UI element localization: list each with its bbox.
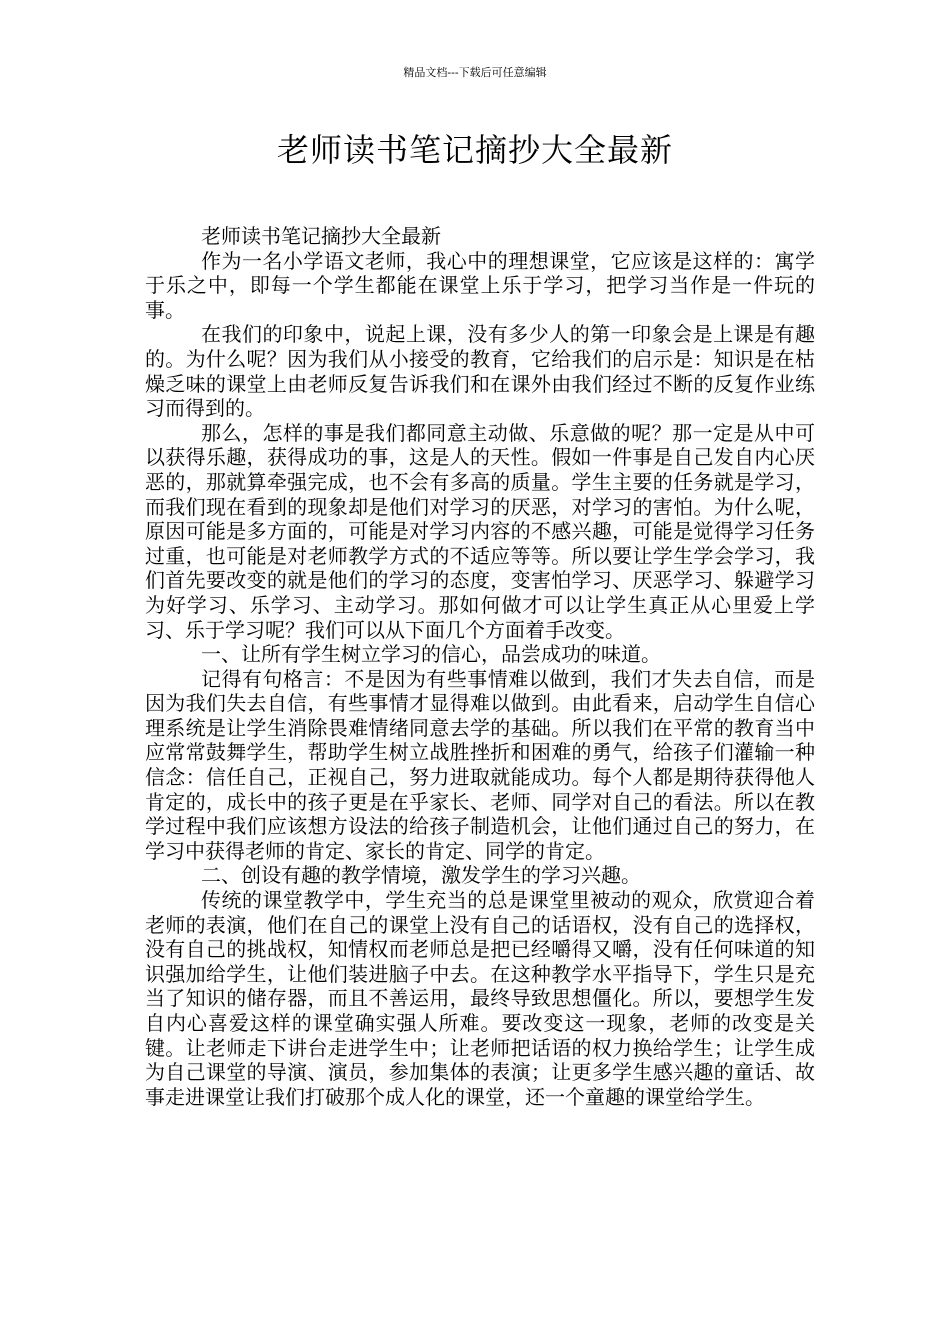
section-heading: 二、创设有趣的教学情境，激发学生的学习兴趣。: [201, 863, 641, 888]
document-body: [145, 224, 815, 1109]
body-paragraph: 作为一名小学语文老师，我心中的理想课堂，它应该是这样的：寓学于乐之中，即每一个学生都能在课堂上乐于学习，把学习当作是一件玩的事。: [145, 248, 815, 322]
page-header-watermark: 精品文档---下载后可任意编辑: [403, 66, 547, 79]
body-paragraph: 在我们的印象中，说起上课，没有多少人的第一印象会是上课是有趣的。为什么呢？因为我们从小接受的教育，它给我们的启示是：知识是在枯燥乏味的课堂上由老师反复告诉我们和在课外由我们经过不断的反复作业练习而得到的。: [145, 322, 815, 421]
section-heading: 一、让所有学生树立学习的信心，品尝成功的味道。: [201, 642, 661, 667]
document-title: 老师读书笔记摘抄大全最新: [276, 131, 673, 169]
body-paragraph: 那么，怎样的事是我们都同意主动做、乐意做的呢？那一定是从中可以获得乐趣，获得成功的事，这是人的天性。假如一件事是自己发自内心厌恶的，那就算牵强完成，也不会有多高的质量。学生主要的任务就是学习，而我们现在看到的现象却是他们对学习的厌恶，对学习的害怕。为什么呢，原因可能是多方面的，可能是对学习内容的不感兴趣，可能是觉得学习任务过重，也可能是对老师教学方式的不适应等等。所以要让学生学会学习，我们首先要改变的就是他们的学习的态度，变害怕学习、厌恶学习、躲避学习为好学习、乐学习、主动学习。那如何做才可以让学生真正从心里爱上学习、乐于学习呢？我们可以从下面几个方面着手改变。: [145, 420, 815, 642]
body-paragraph: 传统的课堂教学中，学生充当的总是课堂里被动的观众，欣赏迎合着老师的表演，他们在自己的课堂上没有自己的话语权，没有自己的选择权，没有自己的挑战权，知情权而老师总是把已经嚼得又嚼，没有任何味道的知识强加给学生，让他们装进脑子中去。在这种教学水平指导下，学生只是充当了知识的储存器，而且不善运用，最终导致思想僵化。所以，要想学生发自内心喜爱这样的课堂确实强人所难。要改变这一现象，老师的改变是关键。让老师走下讲台走进学生中；让老师把话语的权力换给学生；让学生成为自己课堂的导演、演员，参加集体的表演；让更多学生感兴趣的童话、故事走进课堂让我们打破那个成人化的课堂，还一个童趣的课堂给学生。: [145, 888, 815, 1109]
body-paragraph: 记得有句格言：不是因为有些事情难以做到，我们才失去自信，而是因为我们失去自信，有些事情才显得难以做到。由此看来，启动学生自信心理系统是让学生消除畏难情绪同意去学的基础。所以我们在平常的教育当中应常常鼓舞学生，帮助学生树立战胜挫折和困难的勇气，给孩子们灌输一种信念：信任自己，正视自己，努力进取就能成功。每个人都是期待获得他人肯定的，成长中的孩子更是在乎家长、老师、同学对自己的看法。所以在教学过程中我们应该想方设法的给孩子制造机会，让他们通过自己的努力，在学习中获得老师的肯定、家长的肯定、同学的肯定。: [145, 666, 815, 863]
subtitle-paragraph: 老师读书笔记摘抄大全最新: [201, 224, 441, 248]
